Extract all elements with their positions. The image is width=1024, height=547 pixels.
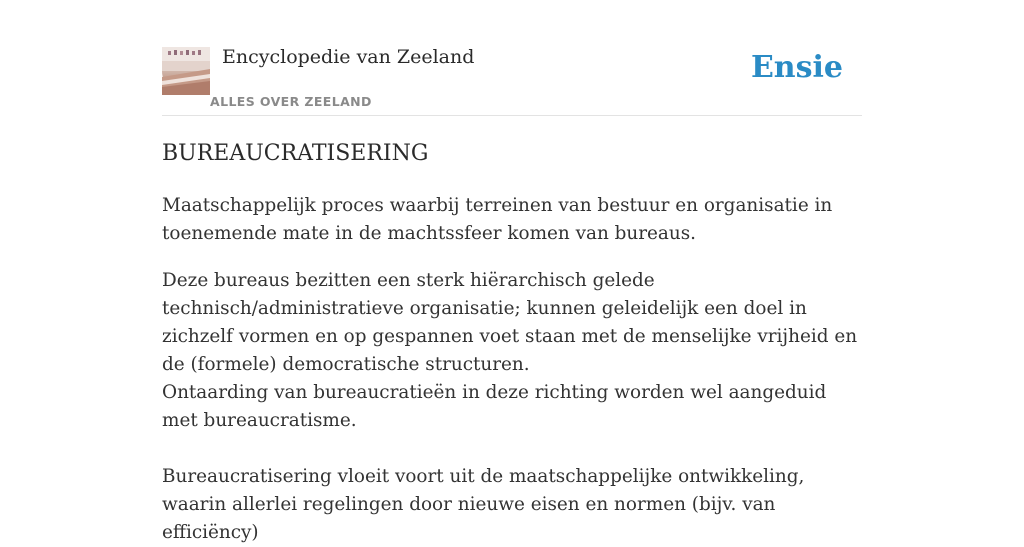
site-header xyxy=(162,0,862,116)
site-avatar[interactable] xyxy=(162,47,210,95)
article-paragraph: Bureaucratisering vloeit voort uit de maatschappelijke ontwikkeling, waarin allerlei regelingen door nieuwe eisen en normen (bijv. van efficiëncy) xyxy=(162,466,805,543)
article-paragraph: Maatschappelijk proces waarbij terreinen van bestuur en organisatie in toenemende mate in de machtssfeer komen van bureaus. xyxy=(162,195,833,244)
page xyxy=(162,0,862,543)
site-title[interactable]: Encyclopedie van Zeeland xyxy=(222,46,475,68)
site-subtitle: ALLES OVER ZEELAND xyxy=(210,94,372,109)
article-paragraph: Ontaarding van bureaucratieën in deze richting worden wel aangeduid met bureaucratisme. xyxy=(162,382,827,431)
avatar-image xyxy=(162,47,210,95)
article-title: BUREAUCRATISERING xyxy=(162,141,429,166)
brand-logo-link[interactable]: Ensie xyxy=(750,50,843,85)
article-paragraph: Deze bureaus bezitten een sterk hiërarchisch gelede technisch/administratieve organisatie; kunnen geleidelijk een doel in zichzelf vormen en op gespannen voet staan met de menselijke vrijheid en de (formele) democratische structuren. xyxy=(162,270,858,375)
